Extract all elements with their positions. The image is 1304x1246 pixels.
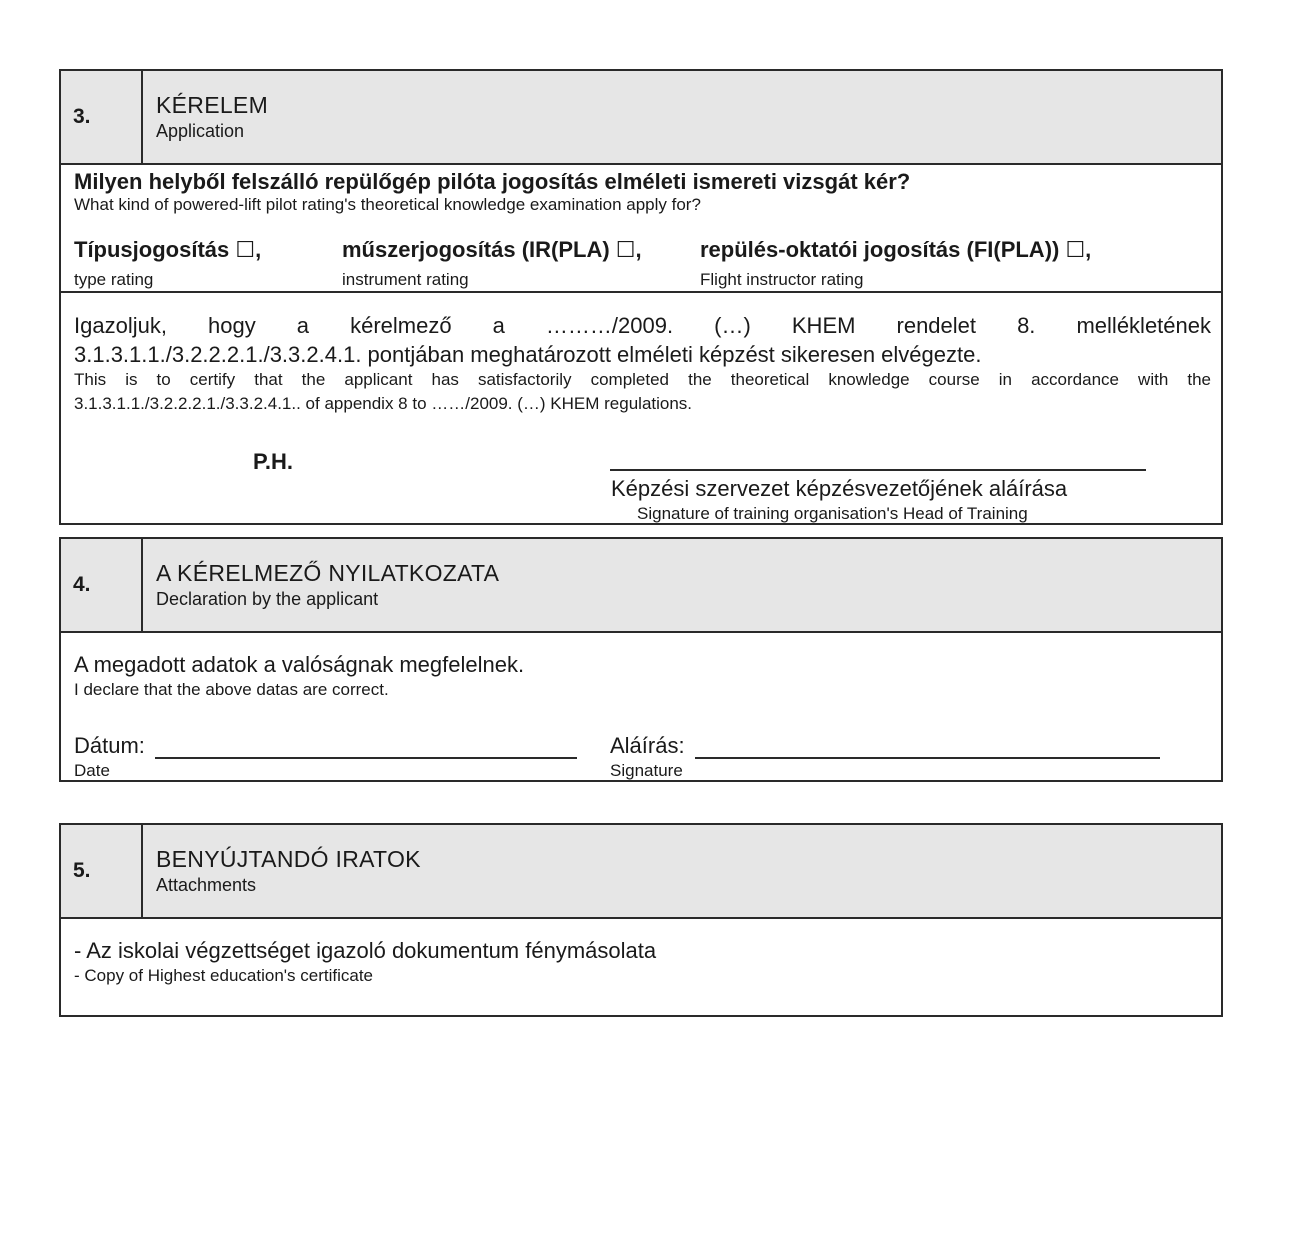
section-3-application [59,69,1223,525]
section-number: 4. [61,539,143,631]
section-5-attachments [59,823,1223,1017]
stamp-label: P.H. [253,449,293,474]
question-hu: Milyen helyből felszálló repülőgép pilóta jogosítás elméleti ismereti vizsgát kér? [74,169,911,194]
attachment-item-en: - Copy of Highest education's certificate [74,966,374,985]
section-number: 3. [61,71,143,163]
date-field[interactable] [155,757,577,759]
section-3-header [61,71,1221,165]
certification-en-line-1: This is to certify that the applicant has satisfactorily completed the theoretical knowledge course in accordance with the [74,370,1211,389]
signature-label-hu: Képzési szervezet képzésvezetőjének aláírása [611,476,1068,501]
statement-hu: A megadott adatok a valóságnak megfelelnek. [74,652,525,677]
option-instrument-rating-en: instrument rating [342,270,469,289]
date-label: Dátum: [74,733,145,758]
section-subtitle: Application [156,121,245,141]
question-en: What kind of powered-lift pilot rating's theoretical knowledge examination apply for? [74,195,701,214]
option-flight-instructor-rating[interactable]: repülés-oktatói jogosítás (FI(PLA)) ☐, [700,237,1092,262]
attachment-item-hu: - Az iskolai végzettséget igazoló dokumentum fénymásolata [74,938,657,963]
signature-label: Aláírás: [610,733,685,758]
date-label-en: Date [74,761,110,780]
option-type-rating-en: type rating [74,270,154,289]
statement-en: I declare that the above datas are correct. [74,680,389,699]
signature-field[interactable] [695,757,1160,759]
section-title: A KÉRELMEZŐ NYILATKOZATA [156,560,500,586]
certification-hu-line-2: 3.1.3.1.1./3.2.2.2.1./3.3.2.4.1. pontjában meghatározott elméleti képzést sikeresen elvégezte. [74,342,982,367]
section-subtitle: Declaration by the applicant [156,589,379,609]
divider [61,291,1221,293]
option-instrument-rating[interactable]: műszerjogosítás (IR(PLA) ☐, [342,237,642,262]
section-subtitle: Attachments [156,875,257,895]
certification-en-line-2: 3.1.3.1.1./3.2.2.2.1./3.3.2.4.1.. of appendix 8 to ……/2009. (…) KHEM regulations. [74,394,693,413]
section-title: BENYÚJTANDÓ IRATOK [156,846,421,872]
section-4-header [61,539,1221,633]
option-flight-instructor-rating-en: Flight instructor rating [700,270,864,289]
section-number: 5. [61,825,143,917]
option-type-rating[interactable]: Típusjogosítás ☐, [74,237,262,262]
signature-label-en: Signature of training organisation's Head of Training [637,504,1028,523]
signature-line[interactable] [610,469,1146,471]
section-title: KÉRELEM [156,92,269,118]
certification-hu-line-1: Igazoljuk, hogy a kérelmező a ………/2009. (…) KHEM rendelet 8. mellékletének [74,313,1211,338]
signature-label-en: Signature [610,761,683,780]
section-4-declaration [59,537,1223,782]
section-5-header [61,825,1221,919]
